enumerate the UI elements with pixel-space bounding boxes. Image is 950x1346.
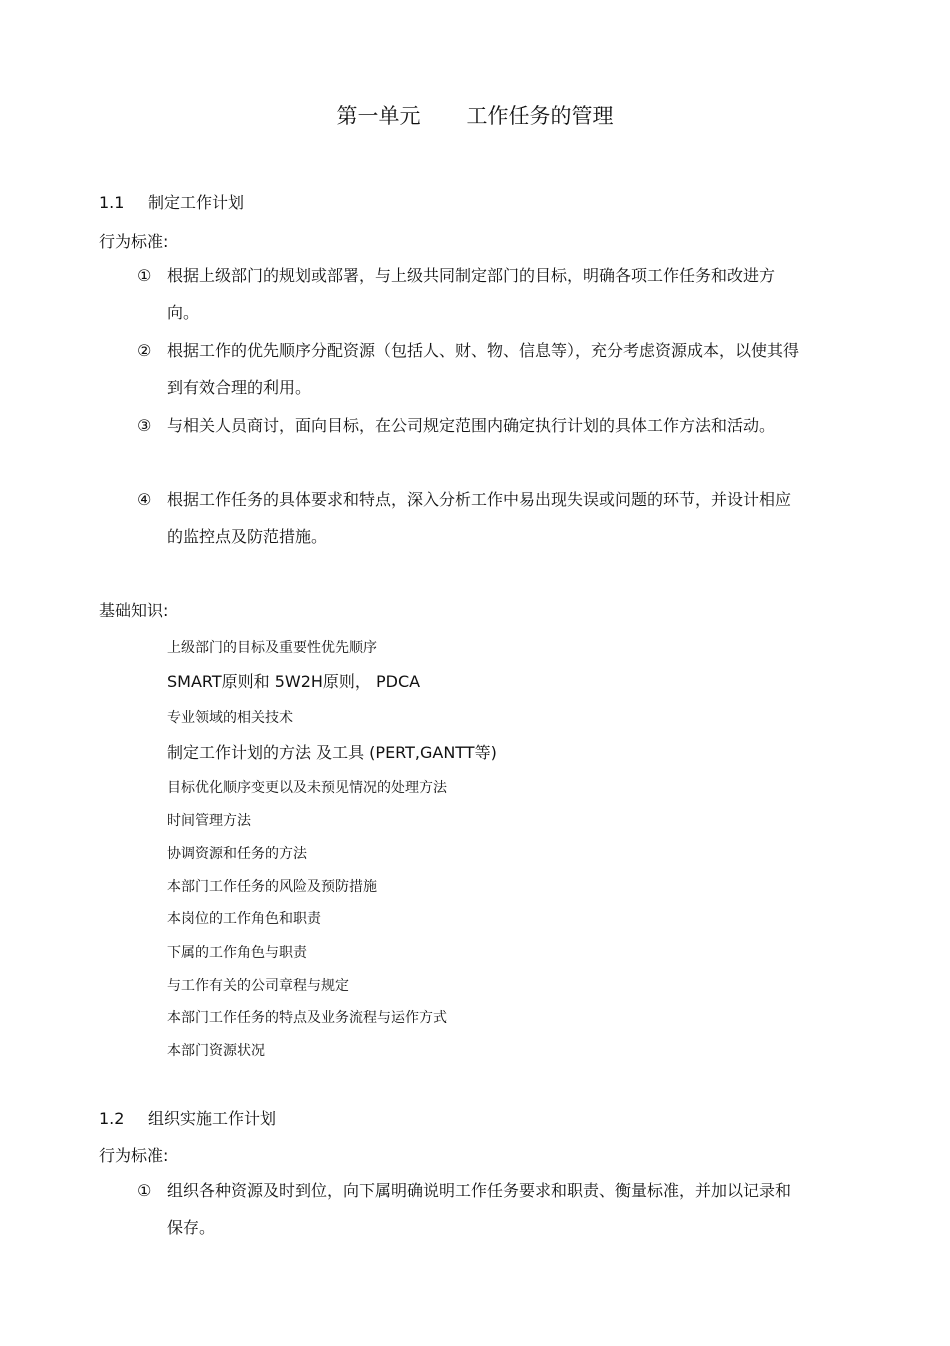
item-text: 与相关人员商讨，面向目标，在公司规定范围内确定执行计划的具体工作方法和活动。 [167,416,776,435]
item-marker: ① [137,266,152,285]
title-topic: 工作任务的管理 [466,104,614,128]
section-heading-1-2 [99,1106,276,1129]
page-title [0,100,950,130]
item-marker: ③ [137,416,152,435]
knowledge-item: 本部门资源状况 [167,1043,265,1059]
item-marker: ① [137,1181,152,1200]
item-text: 组织各种资源及时到位，向下属明确说明工作任务要求和职责、衡量标准，并加以记录和保存。 [167,1181,792,1237]
section-number: 1.1 [99,193,125,212]
knowledge-item: 本部门工作任务的风险及预防措施 [167,879,377,895]
knowledge-item: 专业领域的相关技术 [167,710,293,726]
item-text: 根据工作的优先顺序分配资源（包括人、财、物、信息等），充分考虑资源成本，以使其得到有效合理的利用。 [167,341,800,397]
section-title: 制定工作计划 [148,193,245,212]
section-number: 1.2 [99,1109,125,1128]
behavior-standard-label: 行为标准: [99,232,169,251]
knowledge-item: 下属的工作角色与职责 [167,945,307,961]
knowledge-item: 制定工作计划的方法 及工具 (PERT,GANTT等) [167,743,497,762]
knowledge-item: 本部门工作任务的特点及业务流程与运作方式 [167,1010,447,1026]
knowledge-item: 时间管理方法 [167,813,251,829]
section-heading-1-1 [99,190,244,213]
knowledge-item: SMART原则和 5W2H原则， PDCA [167,672,421,691]
behavior-standard-label: 行为标准: [99,1146,169,1165]
knowledge-item: 协调资源和任务的方法 [167,846,307,862]
knowledge-item: 上级部门的目标及重要性优先顺序 [167,640,377,656]
item-marker: ② [137,341,152,360]
item-text: 根据上级部门的规划或部署，与上级共同制定部门的目标，明确各项工作任务和改进方向。 [167,266,776,322]
title-unit: 第一单元 [336,104,421,128]
knowledge-item: 与工作有关的公司章程与规定 [167,978,349,994]
basic-knowledge-label: 基础知识: [99,601,169,620]
knowledge-item: 本岗位的工作角色和职责 [167,911,321,927]
item-marker: ④ [137,490,152,509]
knowledge-item: 目标优化顺序变更以及未预见情况的处理方法 [167,780,447,796]
item-text: 根据工作任务的具体要求和特点，深入分析工作中易出现失误或问题的环节，并设计相应的监控点及防范措施。 [167,490,792,546]
section-title: 组织实施工作计划 [148,1109,277,1128]
